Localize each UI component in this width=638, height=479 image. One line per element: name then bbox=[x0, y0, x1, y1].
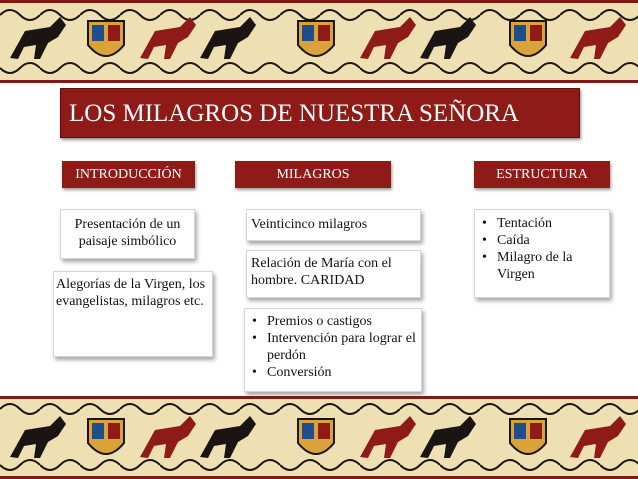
top-decorative-frieze bbox=[0, 0, 638, 83]
list-item: • Milagro de la Virgen bbox=[477, 249, 607, 283]
milagros-count-box: Veinticinco milagros bbox=[246, 209, 421, 241]
tab-milagros: MILAGROS bbox=[235, 161, 391, 188]
list-item: • Caída bbox=[477, 232, 607, 249]
tab-introduccion: INTRODUCCIÓN bbox=[62, 161, 195, 188]
slide-title: LOS MILAGROS DE NUESTRA SEÑORA bbox=[60, 88, 580, 138]
milagros-relation-box: Relación de María con el hombre. CARIDAD bbox=[246, 250, 421, 298]
shield-icon bbox=[298, 419, 334, 454]
list-item: • Premios o castigos bbox=[247, 313, 419, 330]
bottom-decorative-frieze bbox=[0, 396, 638, 479]
shield-icon bbox=[510, 419, 546, 454]
shield-icon bbox=[88, 21, 124, 56]
list-item: • Conversión bbox=[247, 364, 419, 381]
shield-icon bbox=[88, 419, 124, 454]
heraldic-frieze-pattern bbox=[0, 3, 638, 80]
list-item: • Tentación bbox=[477, 215, 607, 232]
shield-icon bbox=[510, 21, 546, 56]
estructura-list-box bbox=[474, 209, 610, 298]
shield-icon bbox=[298, 21, 334, 56]
estructura-list bbox=[477, 215, 607, 283]
intro-paisaje-box: Presentación de un paisaje simbólico bbox=[60, 209, 195, 259]
milagros-list bbox=[247, 313, 419, 381]
heraldic-frieze-pattern bbox=[0, 399, 638, 476]
list-item: • Intervención para lograr el perdón bbox=[247, 330, 419, 364]
tab-estructura: ESTRUCTURA bbox=[474, 161, 610, 188]
intro-alegorias-box: Alegorías de la Virgen, los evangelistas, milagros etc. bbox=[53, 271, 213, 357]
milagros-list-box bbox=[244, 308, 422, 392]
